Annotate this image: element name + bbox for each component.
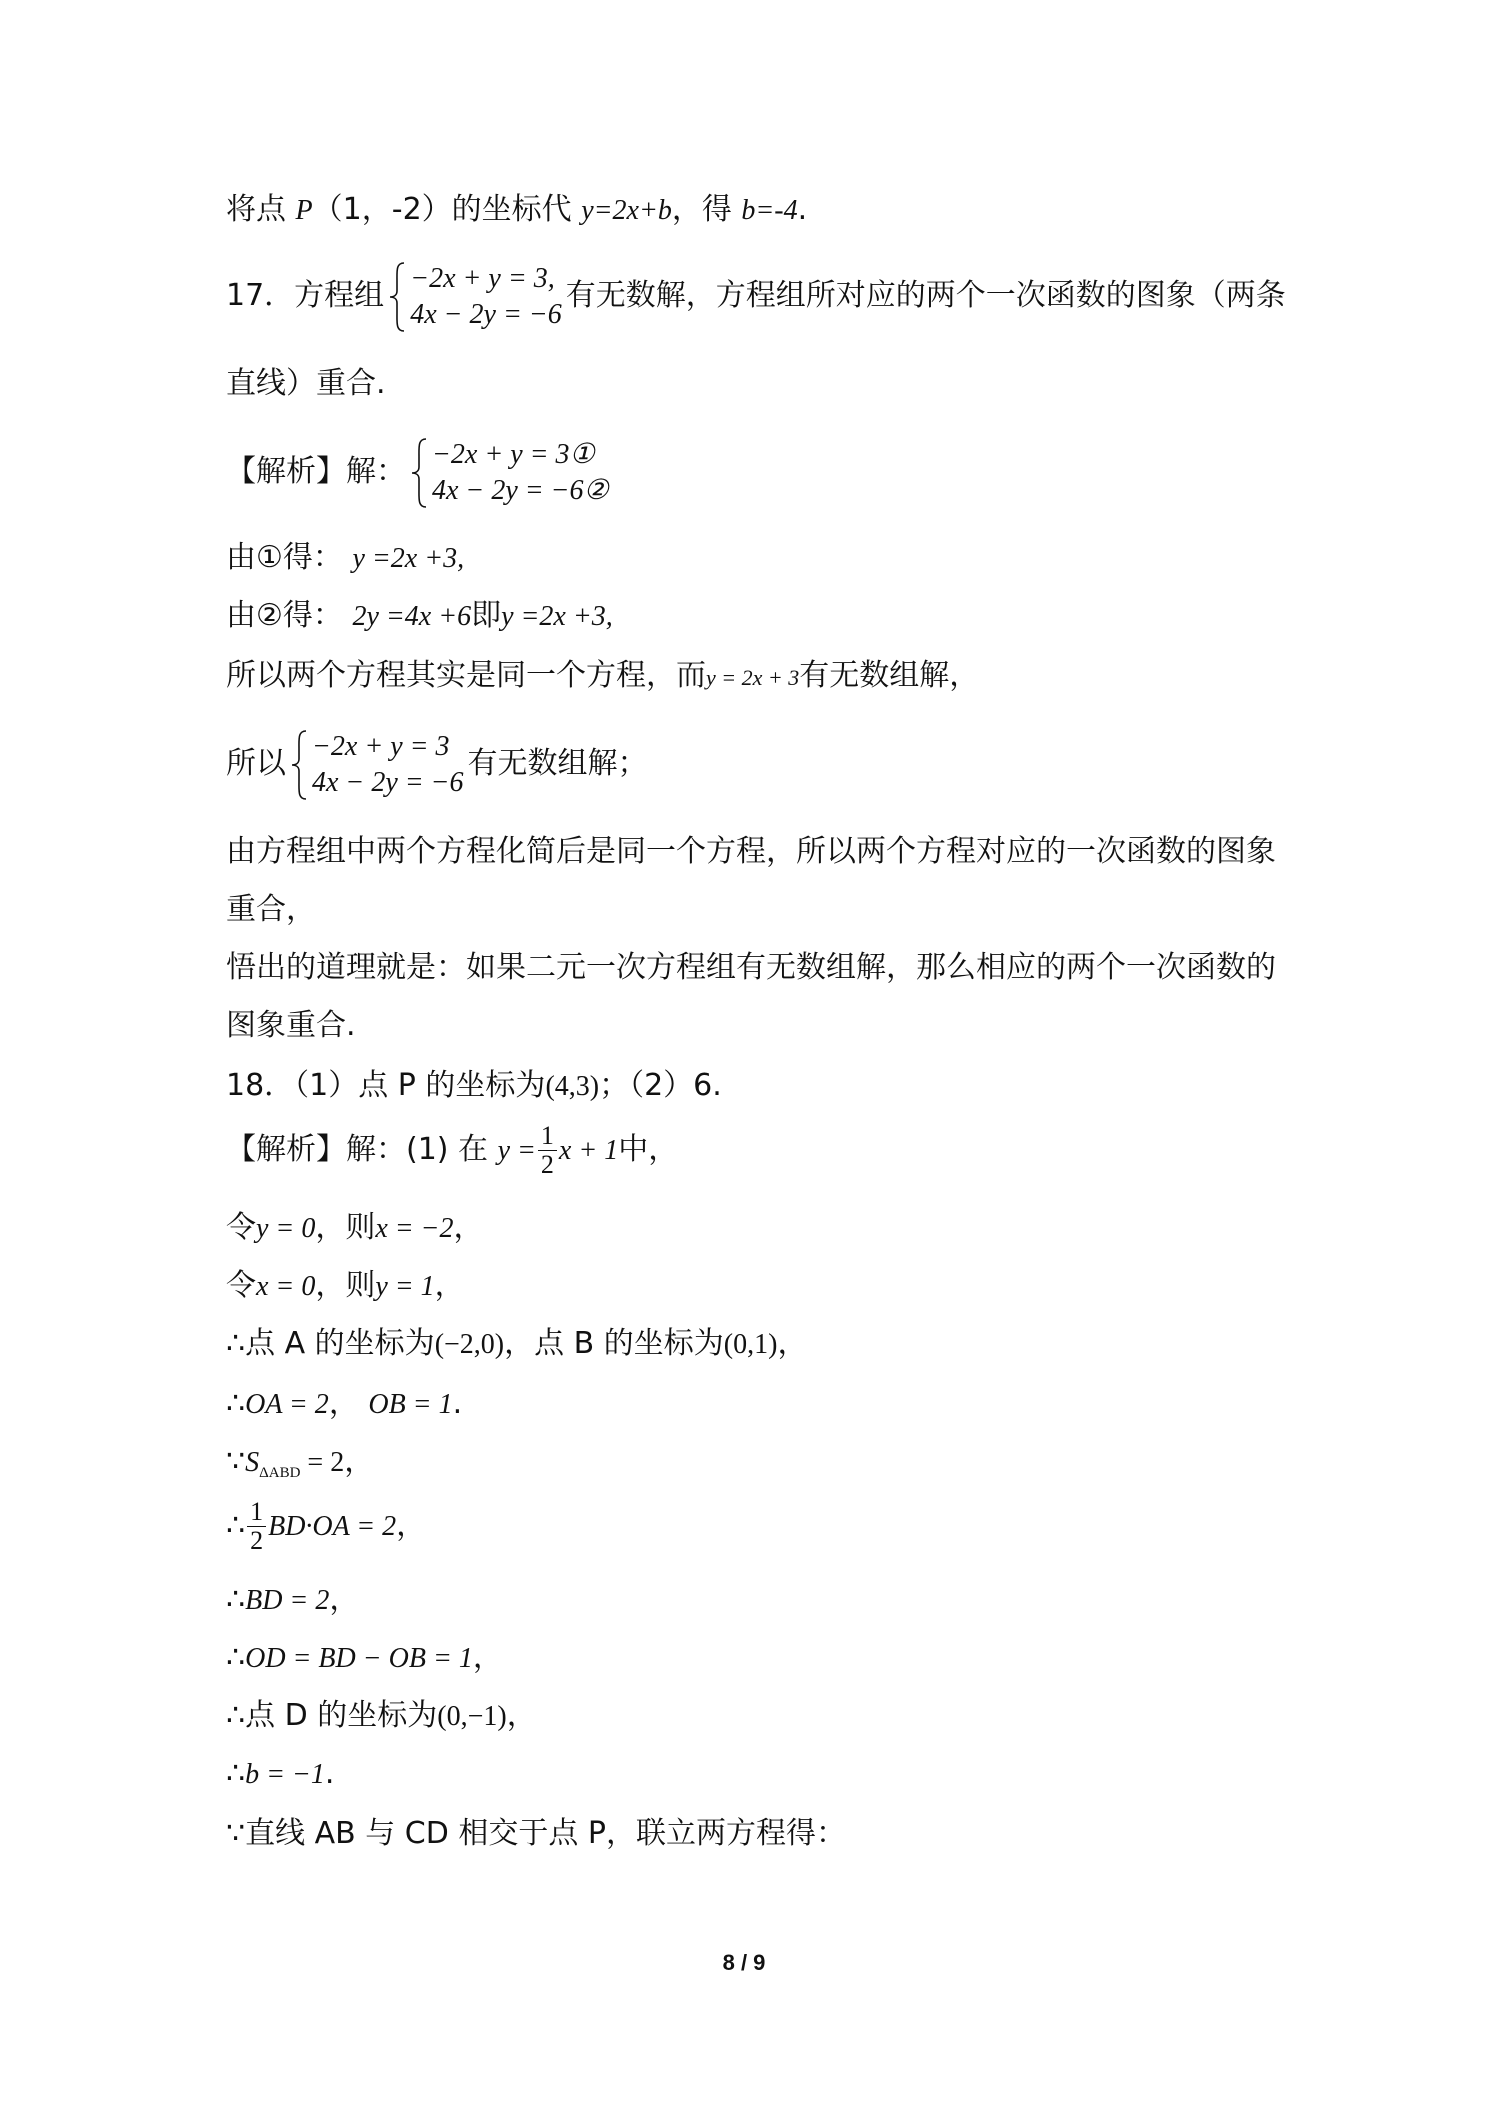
math-expression: b = −1 (245, 1759, 325, 1790)
denominator: 2 (540, 1150, 554, 1179)
math-expression: (4,3) (545, 1071, 600, 1102)
text-line (226, 948, 1276, 988)
text-line (226, 832, 1276, 872)
text: ∴点 A 的坐标为 (226, 1326, 435, 1361)
math-expression: BD·OA = 2 (268, 1511, 397, 1542)
math-expression: x + 1 (558, 1135, 619, 1166)
left-brace-icon (290, 729, 308, 801)
math-expression: y =2x +3, (352, 543, 465, 574)
because-symbol: ∵ (226, 1444, 246, 1479)
question-18 (226, 1066, 722, 1107)
text-line (226, 1494, 426, 1558)
math-expression: x = −2 (375, 1213, 454, 1244)
page-number: 8 / 9 (722, 1950, 766, 1975)
text: ，得 (671, 192, 742, 227)
text-line (226, 656, 979, 698)
equation-row: 4x − 2y = −6② (432, 474, 609, 506)
numerator: 1 (538, 1122, 557, 1151)
math-expression: b=-4 (741, 195, 798, 226)
text-line (226, 1006, 356, 1046)
math-expression: S (245, 1447, 260, 1478)
paragraph-text: 重合， (226, 892, 316, 927)
text-line (226, 724, 648, 804)
text: 由①得： (226, 540, 343, 575)
analysis-label: 【解析】解： (226, 454, 406, 489)
text: 所以 (226, 746, 286, 781)
text: 18．（1）点 P 的坐标为 (226, 1068, 546, 1103)
text: ， (506, 1698, 537, 1733)
text: 有无数解，方程组所对应的两个一次函数的图象（两条 (565, 278, 1286, 313)
analysis-17 (226, 432, 613, 512)
text-line (226, 890, 316, 930)
therefore-symbol: ∴ (226, 1640, 246, 1675)
equation-row: −2x + y = 3 (312, 730, 450, 762)
math-expression: (−2,0) (434, 1329, 505, 1360)
math: P (295, 195, 313, 226)
math-expression: OB = 1 (368, 1389, 453, 1420)
math-expression: y=2x+b (581, 195, 672, 226)
text: 将点 (226, 192, 296, 227)
fraction (247, 1498, 266, 1555)
equation-row: 4x − 2y = −6 (410, 298, 562, 330)
text-line (226, 364, 386, 404)
paragraph-text: 悟出的道理就是：如果二元一次方程组有无数组解，那么相应的两个一次函数的 (226, 950, 1276, 985)
math-subscript: ΔABD (259, 1465, 301, 1481)
text-line (226, 1384, 462, 1425)
text: . (324, 1756, 335, 1791)
text: ；（2）6. (599, 1068, 722, 1103)
text: 令 (226, 1268, 256, 1303)
math-expression: x = 0 (256, 1271, 316, 1302)
text: 由②得： (226, 598, 343, 633)
text-line (226, 1580, 359, 1621)
paragraph-text: 由方程组中两个方程化简后是同一个方程，所以两个方程对应的一次函数的图象 (226, 834, 1276, 869)
fraction (538, 1122, 557, 1179)
analysis-18 (226, 1120, 678, 1180)
math-expression: OA = 2 (245, 1389, 329, 1420)
question-number: 17．方程组 (226, 278, 385, 313)
text-line (226, 1208, 484, 1249)
equation-system (290, 729, 464, 801)
text: 令 (226, 1210, 256, 1245)
text: 有无数组解， (799, 658, 980, 693)
equation-row: −2x + y = 3① (432, 438, 595, 470)
text: ， (434, 1268, 465, 1303)
equation-system (388, 261, 562, 333)
text: ，则 (315, 1210, 376, 1245)
math-expression: y = (497, 1135, 536, 1166)
therefore-symbol: ∴ (226, 1582, 246, 1617)
text-line (226, 1638, 503, 1679)
left-brace-icon (388, 261, 406, 333)
numerator: 1 (247, 1498, 266, 1527)
therefore-symbol: ∴ (226, 1508, 246, 1543)
math-expression: y = 0 (256, 1213, 316, 1244)
therefore-symbol: ∴ (226, 1386, 246, 1421)
text-line (226, 1442, 374, 1493)
text: 中， (618, 1132, 679, 1167)
math-expression: BD = 2 (245, 1585, 330, 1616)
text: ， (328, 1386, 359, 1421)
math-expression: = 2 (300, 1447, 345, 1478)
therefore-symbol: ∴ (226, 1756, 246, 1791)
text: . (452, 1386, 463, 1421)
math-expression: OD = BD − OB = 1 (245, 1643, 473, 1674)
text: ， (396, 1508, 427, 1543)
text-line (226, 1696, 537, 1737)
text: （1，-2）的坐标代 (312, 192, 582, 227)
text-line (226, 1814, 846, 1854)
text-line (226, 538, 464, 579)
text-line (226, 190, 807, 231)
text-line (226, 1754, 334, 1795)
equation-system (410, 437, 609, 509)
text: . (797, 192, 808, 227)
text: 所以两个方程其实是同一个方程，而 (226, 658, 706, 693)
text: ∵直线 AB 与 CD 相交于点 P，联立两方程得： (226, 1816, 847, 1851)
question-17 (226, 256, 1286, 336)
math-expression: y = 1 (375, 1271, 435, 1302)
text-line (226, 1324, 807, 1365)
math-expression: y = 2x + 3 (706, 665, 800, 690)
text-line (226, 1266, 465, 1307)
denominator: 2 (250, 1526, 264, 1555)
math-expression: 2y =4x +6 (352, 601, 472, 632)
text: ， (453, 1210, 484, 1245)
text: 直线）重合. (226, 366, 386, 401)
text: ，点 B 的坐标为 (504, 1326, 724, 1361)
math-expression: (0,1) (723, 1329, 778, 1360)
text: 即 (471, 598, 502, 633)
text: ∴点 D 的坐标为 (226, 1698, 438, 1733)
text: ， (329, 1582, 360, 1617)
text-line (226, 596, 613, 637)
left-brace-icon (410, 437, 428, 509)
text: ， (472, 1640, 503, 1675)
equation-row: −2x + y = 3, (410, 262, 555, 294)
math-expression: (0,−1) (437, 1701, 507, 1732)
math-expression: y =2x +3, (501, 601, 613, 632)
text: ，则 (315, 1268, 376, 1303)
text: 有无数组解； (467, 746, 648, 781)
analysis-label: 【解析】解：(1) 在 (226, 1132, 489, 1167)
paragraph-text: 图象重合. (226, 1008, 356, 1043)
text: ， (777, 1326, 808, 1361)
text: ， (344, 1444, 375, 1479)
equation-row: 4x − 2y = −6 (312, 766, 464, 798)
